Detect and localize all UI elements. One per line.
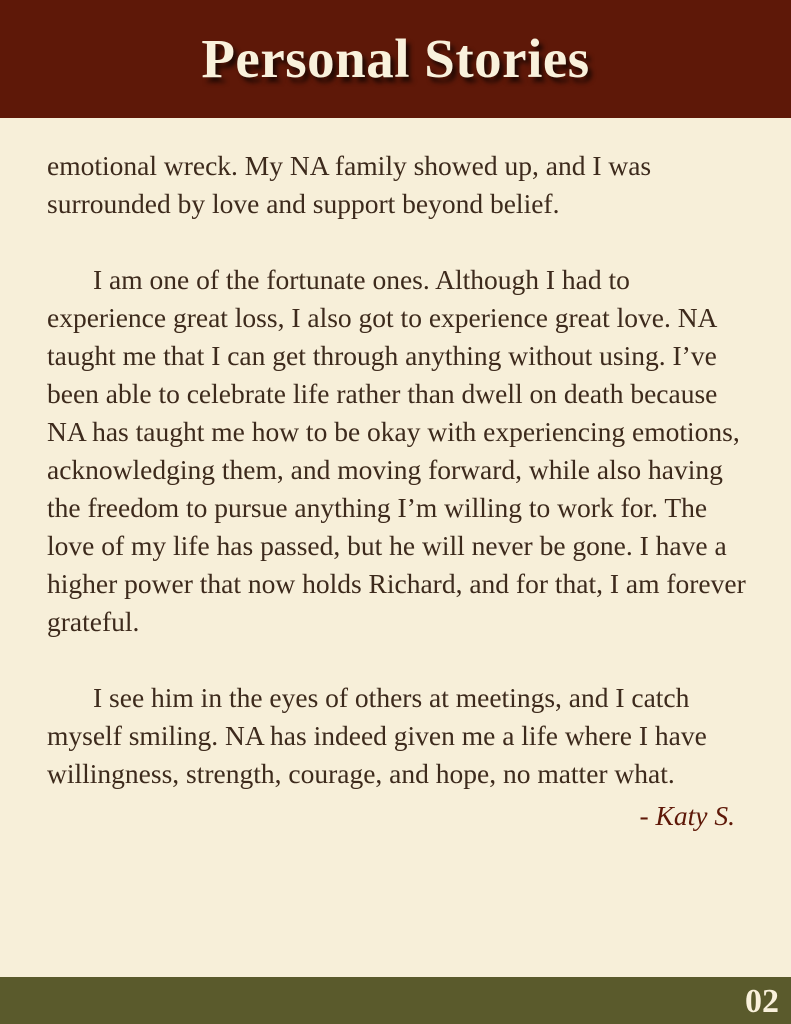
- author-signature: - Katy S.: [639, 800, 735, 831]
- page-title: Personal Stories: [201, 27, 590, 89]
- page-number: 02: [745, 983, 779, 1020]
- page-footer: [0, 977, 791, 1024]
- page-header: [0, 0, 791, 118]
- story-paragraph: I am one of the fortunate ones. Although I had to experience great loss, I also got to experience great love. NA taught me that I can get through anything without using. I’ve been able to celebrate life rather than dwell on death because NA has taught me how to be okay with experiencing emotions, acknowledging them, and moving forward, while also having the freedom to pursue anything I’m willing to work for. The love of my life has passed, but he will never be gone. I have a higher power that now holds Richard, and for that, I am forever grateful.: [47, 264, 746, 637]
- story-body: [47, 147, 747, 835]
- story-paragraph: emotional wreck. My NA family showed up, and I was surrounded by love and support beyond belief.: [47, 150, 652, 219]
- story-paragraph: I see him in the eyes of others at meetings, and I catch myself smiling. NA has indeed given me a life where I have willingness, strength, courage, and hope, no matter what.: [47, 682, 707, 789]
